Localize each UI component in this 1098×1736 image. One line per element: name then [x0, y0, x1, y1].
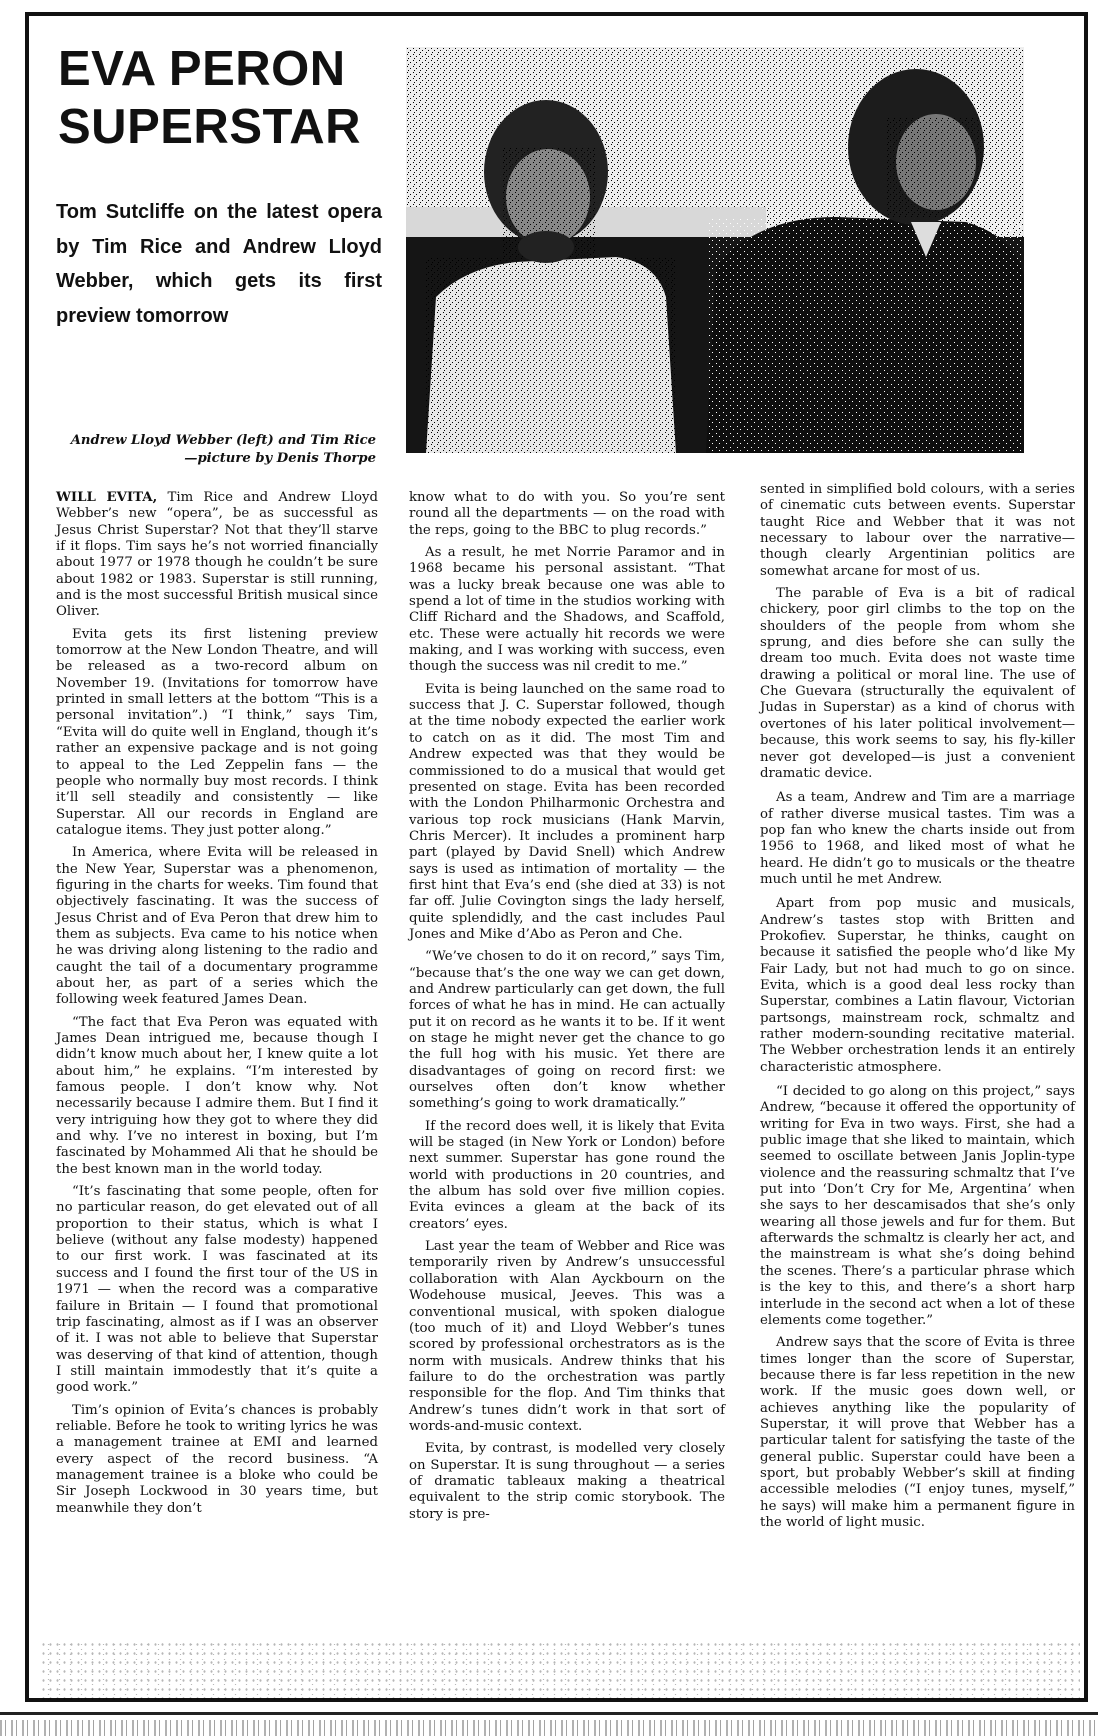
- body-column-1: [56, 490, 378, 1523]
- paragraph: Tim’s opinion of Evita’s chances is probably reliable. Before he took to writing lyrics he was a management trainee at EMI and learned every aspect of the record business. “A management trainee is a bloke who could be Sir Joseph Lockwood in 30 years time, but meanwhile they don’t: [56, 1402, 378, 1516]
- body-column-2: [409, 490, 725, 1529]
- paragraph: know what to do with you. So you’re sent round all the departments — on the road with the reps, going to the BBC to plug records.”: [409, 490, 725, 538]
- headline-line-1: EVA PERON: [58, 42, 346, 96]
- paragraph-text: Tim Rice and Andrew Lloyd Webber’s new “opera”, be as successful as Jesus Christ Superstar? Not that they’ll starve if it flops. Tim says he’s not worried financially about 1977 or 1978 though he couldn’t be sure about 1982 or 1983. Superstar is still running, and is the most successful British musical since Oliver.: [56, 490, 378, 620]
- paragraph: If the record does well, it is likely that Evita will be staged (in New York or London) before next summer. Superstar has gone round the world with productions in 20 countries, and the album has sold over five million copies. Evita evinces a gleam at the back of its creators’ eyes.: [409, 1118, 725, 1232]
- paragraph: Apart from pop music and musicals, Andrew’s tastes stop with Britten and Prokofiev. Superstar, he thinks, caught on because it satisfied the people who’d like My Fair Lady, but not had much to go on since. Evita, which is a good deal less rocky than Superstar, combines a Latin flavour, Victorian partsongs, mainstream rock, schmaltz and rather modern-sounding recitative material. The Webber orchestration lends it an entirely characteristic atmosphere.: [760, 896, 1075, 1075]
- body-column-3: [760, 482, 1075, 1537]
- paragraph: As a result, he met Norrie Paramor and in 1968 became his personal assistant. “That was a lucky break because one was able to spend a lot of time in the studios working with Cliff Richard and the Shadows, and Scaffold, etc. These were actually hit records we were making, and I was working with success, even though the success was nil credit to me.”: [409, 545, 725, 675]
- paragraph: Evita gets its first listening preview tomorrow at the New London Theatre, and will be released as a two-record album on November 19. (Invitations for tomorrow have printed in small letters at the bottom “This is a personal invitation”.) “I think,” says Tim, “Evita will do quite well in England, though it’s rather an expensive package and is not going to appeal to the Led Zeppelin fans — the people who normally buy most records. I think it’ll sell steadily and consistently — like Superstar. All our records in England are catalogue items. They just potter along.”: [56, 626, 378, 838]
- paragraph: [56, 490, 378, 621]
- paragraph: “We’ve chosen to do it on record,” says Tim, “because that’s the one way we can get down, and Andrew particularly can get down, the full forces of what he has in mind. He can actually put it on record as he wants it to be. If it went on stage he might never get the chance to go the full hog with his music. Yet there are disadvantages of going on record first: we ourselves often don’t know whether something’s going to work dramatically.”: [409, 949, 725, 1112]
- photo-image: [406, 47, 1024, 453]
- lead-caps: WILL EVITA,: [56, 490, 158, 505]
- bottom-rule: [0, 1712, 1098, 1715]
- paragraph: Evita is being launched on the same road to success that J. C. Superstar followed, though at the time nobody expected the earlier work to catch on as it did. The most Tim and Andrew expected was that they would be commissioned to do a musical that would get presented on stage. Evita has been recorded with the London Philharmonic Orchestra and various top rock musicians (Hank Marvin, Chris Mercer). It includes a prominent harp part (played by David Snell) which Andrew says is used as intimation of mortality — the first hint that Eva’s end (she died at 33) is not far off. Julie Covington sings the lady herself, quite splendidly, and the cast includes Paul Jones and Mike d’Abo as Peron and Che.: [409, 681, 725, 942]
- paragraph: Evita, by contrast, is modelled very closely on Superstar. It is sung throughout — a series of dramatic tableaux making a theatrical equivalent to the strip comic storybook. The story is pre-: [409, 1441, 725, 1522]
- paragraph: As a team, Andrew and Tim are a marriage of rather diverse musical tastes. Tim was a pop fan who knew the charts inside out from 1956 to 1968, and liked most of what he heard. He didn’t go to musicals or the theatre much until he met Andrew.: [760, 790, 1075, 887]
- headline-line-2: SUPERSTAR: [58, 100, 362, 154]
- paragraph: The parable of Eva is a bit of radical chickery, poor girl climbs to the top on the shoulders of the people from whom she sprung, and dies before she can sully the dream too much. Evita does not waste time drawing a political or moral line. The use of Che Guevara (structurally the equivalent of Judas in Superstar) as a kind of chorus with overtones of his later political involvement—because, this work seems to say, his fly-killer never got developed—is just a convenient dramatic device.: [760, 586, 1075, 781]
- headline: [58, 40, 378, 156]
- photo-caption: Andrew Lloyd Webber (left) and Tim Rice—picture by Denis Thorpe: [70, 433, 376, 466]
- paragraph: Andrew says that the score of Evita is three times longer than the score of Superstar, because there is far less repetition in the new work. If the music goes down well, or achieves anything like the popularity of Superstar, it will prove that Webber has a particular talent for satisfying the taste of the general public. Superstar could have been a sport, but probably Webber’s skill at finding accessible melodies (“I enjoy tunes, myself,” he says) will make him a permanent figure in the world of light music.: [760, 1335, 1075, 1530]
- paragraph: Last year the team of Webber and Rice was temporarily riven by Andrew’s unsuccessful collaboration with Alan Ayckbourn on the Wodehouse musical, Jeeves. This was a conventional musical, with spoken dialogue (too much of it) and Lloyd Webber’s tunes scored by professional orchestrators as is the norm with musicals. Andrew thinks that his failure to do the orchestration was partly responsible for the flop. And Tim thinks that Andrew’s tunes didn’t work in that sort of words-and-music context.: [409, 1239, 725, 1434]
- paragraph: In America, where Evita will be released in the New Year, Superstar was a phenomenon, figuring in the charts for weeks. Tim found that objectively fascinating. It was the success of Jesus Christ and of Eva Peron that drew him to them as subjects. Eva came to his notice when he was driving along listening to the radio and caught the tail of a documentary programme about her, as part of a series which the following week featured James Dean.: [56, 845, 378, 1008]
- standfirst: Tom Sutcliffe on the latest opera by Tim Rice and Andrew Lloyd Webber, which gets its first preview tomorrow: [56, 201, 382, 327]
- adjacent-article-fragment: [0, 1720, 1098, 1736]
- paragraph: sented in simplified bold colours, with a series of cinematic cuts between events. Superstar taught Rice and Webber that it was not necessary to labour over the narrative—though clearly Argentinian politics are somewhat arcane for most of us.: [760, 482, 1075, 579]
- photo: [406, 47, 1024, 453]
- paragraph: “I decided to go along on this project,” says Andrew, “because it offered the opportunity of writing for Eva in two ways. First, she had a public image that she liked to maintain, which seemed to oscillate between Janis Joplin-type violence and the reassuring schmaltz that I’ve put into ‘Don’t Cry for Me, Argentina’ when she says to her descamisados that she’s only wearing all those jewels and fur for them. But afterwards the schmaltz is clearly her act, and the mainstream is what she’s doing behind the scenes. There’s a particular phrase which is the key to this, and there’s a short harp interlude in the second act when a lot of these elements come together.”: [760, 1084, 1075, 1328]
- paragraph: “It’s fascinating that some people, often for no particular reason, do get elevated out of all proportion to their status, which is what I believe (without any false modesty) happened to our first work. I was fascinated at its success and I found the first tour of the US in 1971 — when the record was a comparative failure in Britain — I found that promotional trip fascinating, almost as if I was an observer of it. I was not able to believe that Superstar was deserving of that kind of attention, though I still maintain immodestly that it’s quite a good work.”: [56, 1184, 378, 1396]
- paragraph: “The fact that Eva Peron was equated with James Dean intrigued me, because though I didn’t know much about her, I knew quite a lot about him,” he explains. “I’m interested by famous people. I don’t know why. Not necessarily because I admire them. But I find it very intriguing how they got to where they did and why. I’ve no interest in boxing, but I’m fascinated by Mohammed Ali that he should be the best known man in the world today.: [56, 1014, 378, 1177]
